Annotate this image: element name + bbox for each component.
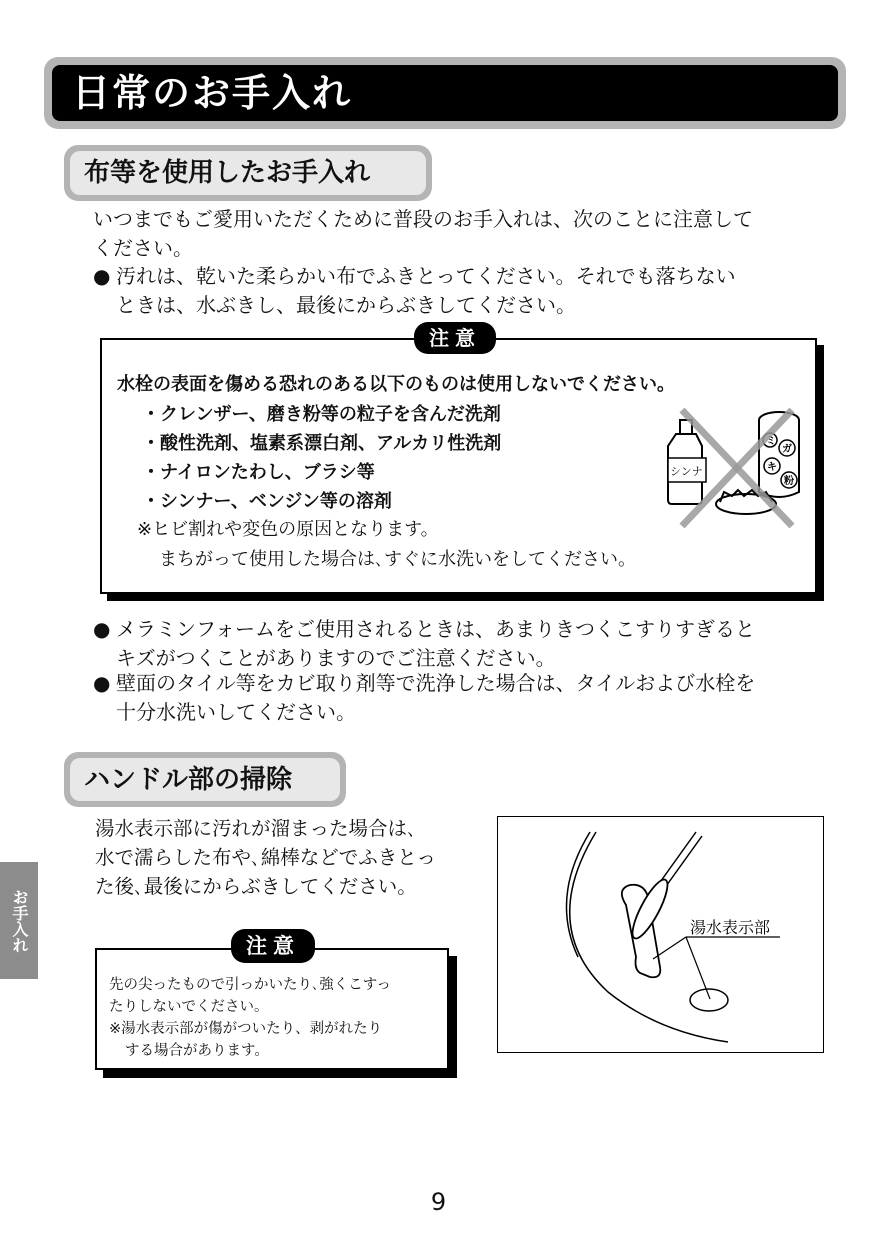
caution-note: ※ヒビ割れや変色の原因となります。 <box>137 519 439 540</box>
caution-item: ・クレンザー、磨き粉等の粒子を含んだ洗剤 <box>142 404 501 425</box>
bullet-text-line: ときは、水ぶきし、最後にからぶきしてください。 <box>116 293 576 317</box>
caution-label-1: 注意 <box>414 322 496 354</box>
can-label: ガ <box>782 444 792 455</box>
handle-text-line: た後､最後にからぶきしてください｡ <box>95 875 408 898</box>
handle-text-line: 水で濡らした布や､綿棒などでふきとっ <box>95 846 436 869</box>
intro-paragraph <box>93 205 753 263</box>
indicator-label: 湯水表示部 <box>690 918 771 937</box>
bullet-dry-wipe <box>93 262 833 320</box>
caution-label-2: 注意 <box>231 929 315 963</box>
bullet-tile-wash <box>93 669 833 727</box>
caution-box-cleaners <box>100 338 817 594</box>
caution-line: する場合があります。 <box>125 1043 269 1059</box>
can-label: キ <box>767 462 777 473</box>
page-title-banner <box>44 57 846 129</box>
bullet-dot: ● <box>93 671 111 695</box>
intro-line-2: ください。 <box>93 236 193 260</box>
section-title-handle <box>64 752 346 807</box>
section-title-handle-label: ハンドル部の掃除 <box>70 758 340 801</box>
caution-item: ・シンナー、ベンジン等の溶剤 <box>142 491 392 512</box>
caution-box-indicator <box>95 948 449 1070</box>
bullet-dot: ● <box>93 617 111 641</box>
caution-item: ・酸性洗剤、塩素系漂白剤、アルカリ性洗剤 <box>142 433 502 454</box>
handle-cleaning-text <box>95 814 436 901</box>
caution-line: ※湯水表示部が傷がついたり、剥がれたり <box>109 1021 383 1037</box>
handle-diagram-drawing <box>498 817 823 1052</box>
bottle-label: シンナ <box>670 465 703 478</box>
prohibited-cleaners-illustration <box>662 400 802 530</box>
intro-line-1: いつまでもご愛用いただくために普段のお手入れは、次のことに注意して <box>93 207 753 231</box>
bullet-text-line: キズがつくことがありますのでご注意ください。 <box>116 646 556 670</box>
side-tab-maintenance: お手入れ <box>0 862 38 979</box>
caution-item: ・ナイロンたわし、ブラシ等 <box>142 462 375 483</box>
caution-line: たりしないでください｡ <box>109 999 262 1015</box>
bullet-text-line: 壁面のタイル等をカビ取り剤等で洗浄した場合は、タイルおよび水栓を <box>116 671 756 695</box>
page-number: 9 <box>430 1188 447 1216</box>
bullet-melamine <box>93 615 833 673</box>
bullet-text-line: 汚れは、乾いた柔らかい布でふきとってください。それでも落ちない <box>116 264 736 288</box>
section-title-cloth <box>64 145 432 201</box>
bullet-text-line: 十分水洗いしてください。 <box>116 700 356 724</box>
caution-line: 先の尖ったもので引っかいたり､強くこすっ <box>109 977 391 993</box>
can-label: ミ <box>766 436 776 447</box>
bullet-dot: ● <box>93 264 111 288</box>
caution-lead: 水栓の表面を傷める恐れのある以下のものは使用しないでください。 <box>117 374 675 395</box>
handle-diagram <box>497 816 824 1053</box>
section-title-cloth-label: 布等を使用したお手入れ <box>70 151 426 195</box>
page-title: 日常のお手入れ <box>52 65 838 121</box>
caution-text-indicator <box>109 974 391 1062</box>
caution-note-followup: まちがって使用した場合は､すぐに水洗いをしてください。 <box>159 549 636 570</box>
bullet-text-line: メラミンフォームをご使用されるときは、あまりきつくこすりすぎると <box>116 617 755 641</box>
can-label: 粉 <box>784 476 794 487</box>
handle-text-line: 湯水表示部に汚れが溜まった場合は､ <box>95 817 417 840</box>
